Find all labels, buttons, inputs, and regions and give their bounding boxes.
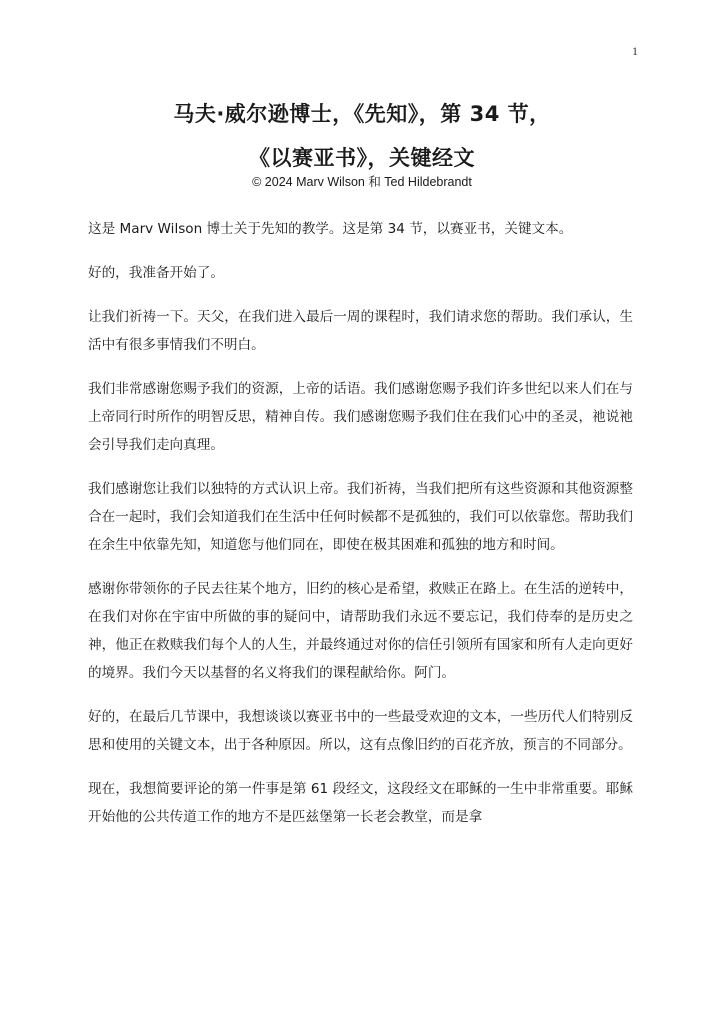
paragraph-3: 让我们祈祷一下。天父，在我们进入最后一周的课程时，我们请求您的帮助。我们承认，生活中有很多事情我们不明白。 bbox=[88, 309, 633, 353]
document-title bbox=[0, 92, 724, 180]
paragraph-5: 我们感谢您让我们以独特的方式认识上帝。我们祈祷，当我们把所有这些资源和其他资源整合在一起时，我们会知道我们在生活中任何时候都不是孤独的，我们可以依靠您。帮助我们在余生中依靠先知，知道您与他们同在，即使在极其困难和孤独的地方和时间。 bbox=[88, 481, 633, 553]
title-line-2: 《以赛亚书》，关键经文 bbox=[249, 146, 475, 170]
paragraph-7: 好的，在最后几节课中，我想谈谈以赛亚书中的一些最受欢迎的文本，一些历代人们特别反思和使用的关键文本，出于各种原因。所以，这有点像旧约的百花齐放，预言的不同部分。 bbox=[88, 709, 633, 753]
paragraph-6: 感谢你带领你的子民去往某个地方，旧约的核心是希望，救赎正在路上。在生活的逆转中，在我们对你在宇宙中所做的事的疑问中，请帮助我们永远不要忘记，我们侍奉的是历史之神，他正在救赎我们每个人的人生，并最终通过对你的信任引领所有国家和所有人走向更好的境界。我们今天以基督的名义将我们的课程献给你。阿门。 bbox=[88, 581, 633, 681]
paragraph-4: 我们非常感谢您赐予我们的资源，上帝的话语。我们感谢您赐予我们许多世纪以来人们在与上帝同行时所作的明智反思，精神自传。我们感谢您赐予我们住在我们心中的圣灵，祂说祂会引导我们走向真理。 bbox=[88, 381, 633, 453]
copyright-line: © 2024 Marv Wilson 和 Ted Hildebrandt bbox=[252, 175, 472, 189]
paragraph-2: 好的，我准备开始了。 bbox=[88, 265, 224, 281]
page-number: 1 bbox=[632, 44, 638, 58]
paragraph-1: 这是 Marv Wilson 博士关于先知的教学。这是第 34 节，以赛亚书，关键文本。 bbox=[88, 221, 573, 237]
title-line-1: 马夫·威尔逊博士，《先知》，第 34 节， bbox=[173, 102, 551, 126]
document-body bbox=[88, 215, 633, 847]
paragraph-8: 现在，我想简要评论的第一件事是第 61 段经文，这段经文在耶稣的一生中非常重要。耶稣开始他的公共传道工作的地方不是匹兹堡第一长老会教堂，而是拿 bbox=[88, 781, 633, 825]
